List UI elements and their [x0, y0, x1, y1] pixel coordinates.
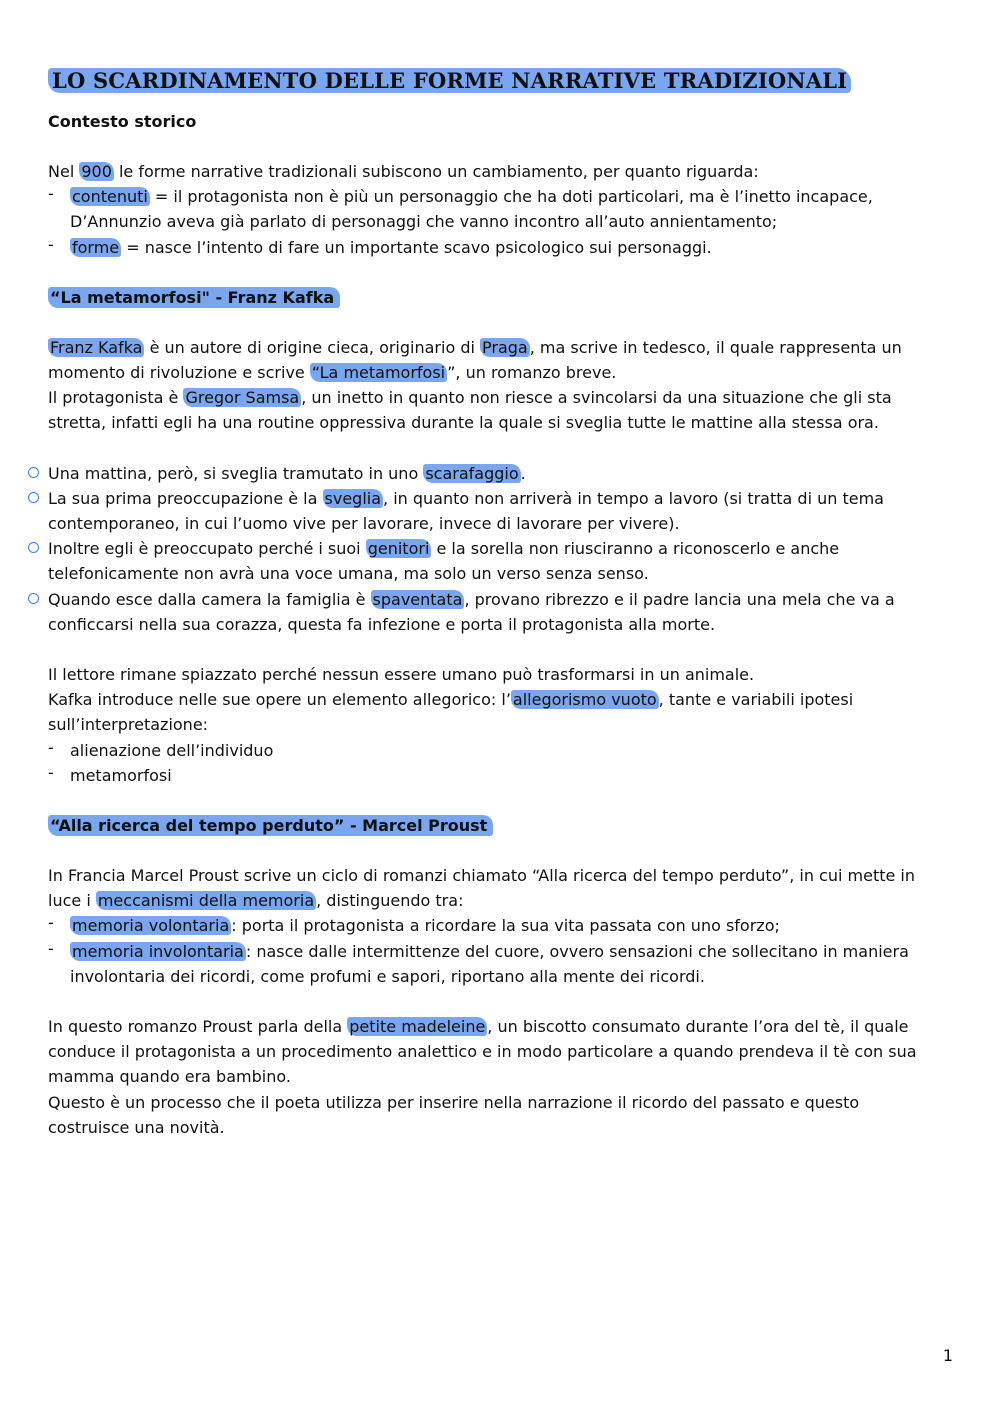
highlight-praga: Praga [482, 337, 528, 357]
list-interpretazione [48, 738, 943, 788]
paragraph-protagonista: Il protagonista è Gregor Samsa , un inetto in quanto non riesce a svincolarsi da una situazione che gli sta stretta, infatti egli ha una routine oppressiva durante la quale si sveglia tutte le mattine alla stessa ora. [48, 388, 892, 433]
paragraph-allegorismo: Kafka introduce nelle sue opere un elemento allegorico: l’ allegorismo vuoto , tante e variabili ipotesi sull’interpretazione: [48, 690, 854, 735]
list-item: - memoria involontaria : nasce dalle intermittenze del cuore, ovvero sensazioni che sollecitano in maniera involontaria dei ricordi, come profumi e sapori, riportano alla mente dei ricordi. [48, 939, 943, 989]
paragraph-kafka: Franz Kafka è un autore di origine cieca, originario di Praga , ma scrive in tedesco, il quale rappresenta un momento di rivoluzione e scrive “La metamorfosi ”, un romanzo breve. [48, 337, 902, 383]
highlight-900: 900 [81, 162, 112, 181]
highlight-contenuti: contenuti [72, 187, 148, 207]
list-item: - contenuti = il protagonista non è più un personaggio che ha doti particolari, ma è l’inetto incapace, D’Annunzio aveva già parlato di personaggi che vanno incontro all’auto annientamento; [48, 184, 943, 234]
section-heading-metamorfosi: “La metamorfosi" - Franz Kafka [48, 285, 943, 310]
highlight-genitori: genitori [367, 539, 430, 559]
list-item: - metamorfosi [48, 763, 943, 788]
highlight-gregor-samsa: Gregor Samsa [185, 388, 300, 408]
list-item: - memoria volontaria : porta il protagonista a ricordare la sua vita passata con uno sforzo; [48, 913, 943, 938]
paragraph-processo: Questo è un processo che il poeta utilizza per inserire nella narrazione il ricordo del passato e questo costruisce una novità. [48, 1092, 860, 1137]
bullet-item-spaventata: Quando esce dalla camera la famiglia è spaventata , provano ribrezzo e il padre lancia una mela che va a conficcarsi nella sua corazza, questa fa infezione e porta il protagonista alla morte. [48, 587, 943, 637]
highlight-memoria-volontaria: memoria volontaria [72, 916, 230, 936]
bullet-item-scarafaggio: Una mattina, però, si sveglia tramutato in uno scarafaggio . [48, 461, 943, 486]
list-item: - forme = nasce l’intento di fare un importante scavo psicologico sui personaggi. [48, 235, 943, 260]
document-page [48, 68, 943, 1140]
paragraph-madeleine: In questo romanzo Proust parla della petite madeleine , un biscotto consumato durante l’ora del tè, il quale conduce il protagonista a un procedimento analettico e in modo particolare a quando prendeva il tè con sua mamma quando era bambino. [48, 1017, 917, 1087]
circle-bullet-icon [28, 467, 39, 478]
paragraph-proust: In Francia Marcel Proust scrive un ciclo di romanzi chiamato “Alla ricerca del tempo perduto”, in cui mette in luce i meccanismi della memoria , distinguendo tra: [48, 866, 916, 911]
highlight-petite-madeleine: petite madeleine [349, 1017, 486, 1037]
section-heading-proust: “Alla ricerca del tempo perduto” - Marcel Proust [48, 813, 943, 838]
highlight-sveglia: sveglia [324, 488, 382, 508]
highlight-scarafaggio: scarafaggio [425, 463, 519, 483]
list-item: - alienazione dell’individuo [48, 738, 943, 763]
page-title [48, 68, 943, 93]
list-memoria [48, 913, 943, 989]
circle-bullet-icon [28, 593, 39, 604]
title-highlight: LO SCARDINAMENTO DELLE FORME NARRATIVE TRADIZIONALI [48, 68, 851, 93]
bullet-item-genitori: Inoltre egli è preoccupato perché i suoi genitori e la sorella non riusciranno a riconoscerlo e anche telefonicamente non avrà una voce umana, ma solo un verso senza senso. [48, 536, 943, 586]
bullet-item-sveglia: La sua prima preoccupazione è la sveglia , in quanto non arriverà in tempo a lavoro (si tratta di un tema contemporaneo, in cui l’uomo vive per lavorare, invece di lavorare per vivere). [48, 486, 943, 536]
list-contesto [48, 184, 943, 260]
circle-bullet-icon [28, 492, 39, 503]
circle-bullet-icon [28, 542, 39, 553]
section-heading-contesto: Contesto storico [48, 112, 197, 131]
paragraph-intro: Nel 900 le forme narrative tradizionali subiscono un cambiamento, per quanto riguarda: [48, 162, 759, 181]
highlight-spaventata: spaventata [372, 589, 463, 609]
highlight-memoria-involontaria: memoria involontaria [72, 941, 244, 961]
highlight-la-metamorfosi: “La metamorfosi [311, 363, 446, 383]
paragraph-lettore: Il lettore rimane spiazzato perché nessun essere umano può trasformarsi in un animale. [48, 665, 755, 685]
highlight-meccanismi-memoria: meccanismi della memoria [97, 891, 315, 911]
highlight-franz-kafka: Franz Kafka [50, 337, 143, 357]
highlight-allegorismo-vuoto: allegorismo vuoto [512, 690, 657, 710]
page-number: 1 [942, 1346, 953, 1365]
highlight-forme: forme [72, 237, 120, 257]
